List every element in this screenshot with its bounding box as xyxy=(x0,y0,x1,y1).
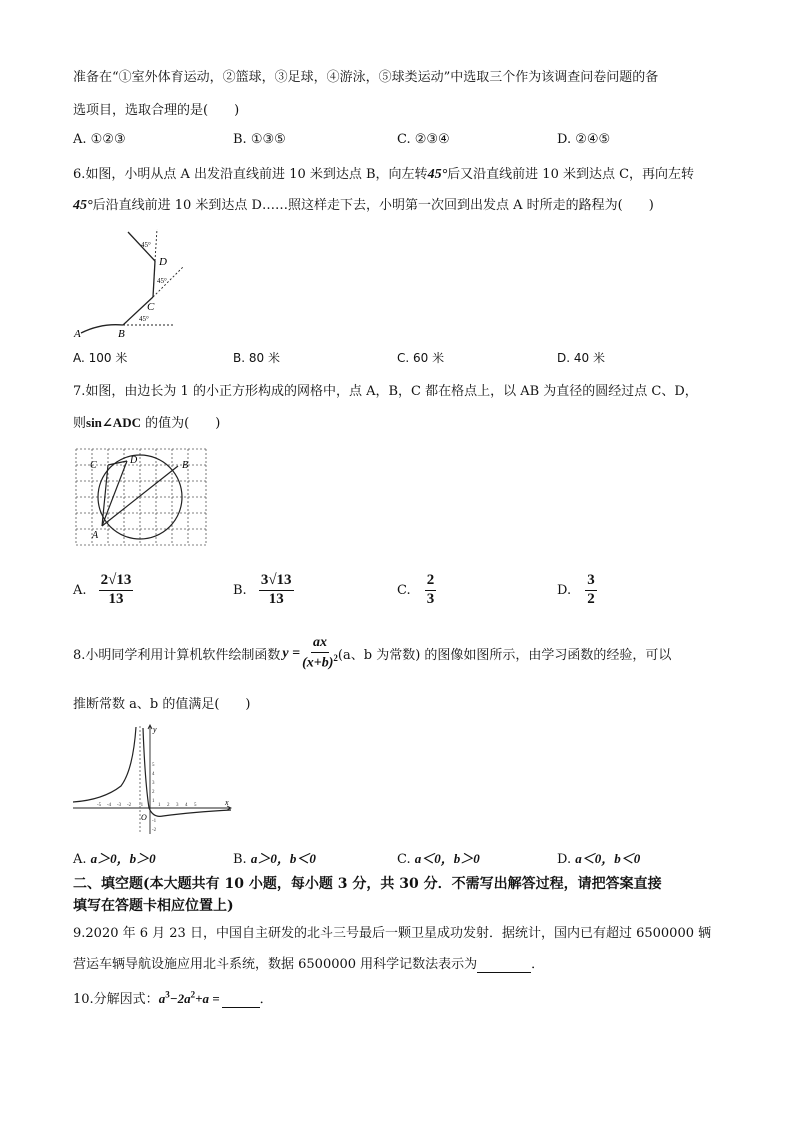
q7-line1: 7.如图，由边长为 1 的小正方形构成的网格中，点 A，B，C 都在格点上，以 AB 为直径的圆经过点 C、D， xyxy=(73,384,698,399)
q8-ytick: 1 xyxy=(152,799,155,804)
q7-option-c: C. $\frac{2}{3}$ xyxy=(397,572,435,607)
q7-label-d: D xyxy=(130,455,138,466)
q6-label-d: D xyxy=(159,256,167,268)
q6-line2 xyxy=(73,194,654,214)
q7-option-b: B. $\frac{3√13}{13}$ xyxy=(233,572,292,607)
q8-ytick: 5 xyxy=(152,763,155,768)
section-2-heading-line2: 填写在答题卡相应位置上) xyxy=(73,898,234,914)
q8-option-c: C. a＜0，b＞0 xyxy=(397,851,480,867)
section-2-heading-line1: 二、填空题(本大题共有 10 小题，每小题 3 分，共 30 分．不需写出解答过程，请把答案直接 xyxy=(73,876,662,892)
q6-angle-label-d: 45° xyxy=(141,241,151,249)
q9-answer-blank[interactable] xyxy=(477,957,531,973)
q8-func-fraction: $\frac{ax}{(x+b)^2}$ xyxy=(302,635,338,671)
q6-option-b: B. 80 米 xyxy=(233,351,280,365)
q8-xtick: -3 xyxy=(117,803,122,808)
q8-func-lhs: y = xyxy=(282,645,301,661)
q8-line2: 推断常数 a、b 的值满足( ) xyxy=(73,697,251,712)
q5-option-b: B. ①③⑤ xyxy=(233,132,286,147)
q6-angle-2: 45° xyxy=(73,198,93,213)
q6-label-a: A xyxy=(74,328,81,340)
q7-text-a: 则 xyxy=(73,416,87,431)
q8-ytick: -1 xyxy=(152,819,157,824)
q8-xtick: 3 xyxy=(176,803,179,808)
q8-xtick: 1 xyxy=(158,803,161,808)
q6-text-b: 后又沿直线前进 10 米到达点 C，再向左转 xyxy=(447,167,695,182)
q5-option-a: A. ①②③ xyxy=(73,132,126,147)
q8-text-b: (a、b 为常数) 的图像如图所示，由学习函数的经验，可以 xyxy=(337,648,672,664)
q6-path-ab xyxy=(81,325,123,333)
q5-option-d: D. ②④⑤ xyxy=(557,132,611,147)
q7-text-b: 的值为( ) xyxy=(140,416,221,431)
q8-text-a: 8.小明同学利用计算机软件绘制函数 xyxy=(73,648,281,664)
q8-line1 xyxy=(73,636,671,671)
q7-line2 xyxy=(73,412,220,431)
q7-label-c: C xyxy=(90,460,97,471)
q8-ytick: 4 xyxy=(152,772,155,777)
q8-label-x: x xyxy=(225,798,229,807)
q7-label-a: A xyxy=(92,530,99,541)
q6-angle-label-b: 45° xyxy=(139,315,149,323)
q8-xtick: -2 xyxy=(127,803,132,808)
q6-figure xyxy=(73,225,193,343)
q6-angle-1: 45° xyxy=(427,167,448,182)
q8-ytick: 3 xyxy=(152,781,155,786)
q8-option-a: A. a＞0，b＞0 xyxy=(73,851,156,867)
q6-angle-label-c: 45° xyxy=(157,277,167,285)
q8-ytick: -2 xyxy=(152,828,157,833)
q7-option-a: A. $\frac{2√13}{13}$ xyxy=(73,572,132,607)
q6-option-c: C. 60 米 xyxy=(397,351,445,365)
q8-label-origin: O xyxy=(141,813,147,822)
q7-expr: sin∠ADC xyxy=(86,415,141,430)
q8-figure xyxy=(73,722,235,836)
q7-option-d: D. $\frac{3}{2}$ xyxy=(557,572,595,607)
q5-line1: 准备在“①室外体育运动，②篮球，③足球，④游泳，⑤球类运动”中选取三个作为该调查问卷问题的备 xyxy=(73,70,659,85)
q6-ext-d xyxy=(155,229,157,261)
q9-line2: 营运车辆导航设施应用北斗系统，数据 6500000 用科学记数法表示为 ． xyxy=(73,957,545,972)
q6-label-b: B xyxy=(118,328,125,340)
q6-text-c: 后沿直线前进 10 米到达点 D……照这样走下去，小明第一次回到出发点 A 时所走的路程为( ) xyxy=(92,198,654,213)
q8-ytick: 2 xyxy=(152,790,155,795)
q8-xtick: 2 xyxy=(167,803,170,808)
q6-line1 xyxy=(73,163,694,183)
q8-xtick: -1 xyxy=(139,803,144,808)
q8-option-d: D. a＜0，b＜0 xyxy=(557,851,641,867)
q6-label-c: C xyxy=(147,301,155,313)
q8-xtick: -4 xyxy=(107,803,112,808)
q10-answer-blank[interactable] xyxy=(222,992,260,1008)
q6-text-a: 6.如图，小明从点 A 出发沿直线前进 10 米到达点 B，向左转 xyxy=(73,167,428,182)
q5-option-c: C. ②③④ xyxy=(397,132,450,147)
q8-xtick: 5 xyxy=(194,803,197,808)
q9-line1: 9.2020 年 6 月 23 日，中国自主研发的北斗三号最后一颗卫星成功发射．据统计，国内已有超过 6500000 辆 xyxy=(73,926,712,941)
q8-xtick: 4 xyxy=(185,803,188,808)
q7-label-b: B xyxy=(182,460,189,471)
q8-curve-left xyxy=(73,727,136,802)
q10-line: 10.分解因式：$a^3-2a^2+a$ = ． xyxy=(73,989,273,1007)
q5-line2: 选项目，选取合理的是( ) xyxy=(73,103,240,118)
q7-figure xyxy=(75,448,208,550)
q8-label-y: y xyxy=(153,725,157,734)
q6-option-d: D. 40 米 xyxy=(557,351,605,365)
q8-xtick: -5 xyxy=(97,803,102,808)
q8-option-b: B. a＞0，b＜0 xyxy=(233,851,316,867)
q6-path-cd xyxy=(153,261,155,297)
q6-option-a: A. 100 米 xyxy=(73,351,128,365)
